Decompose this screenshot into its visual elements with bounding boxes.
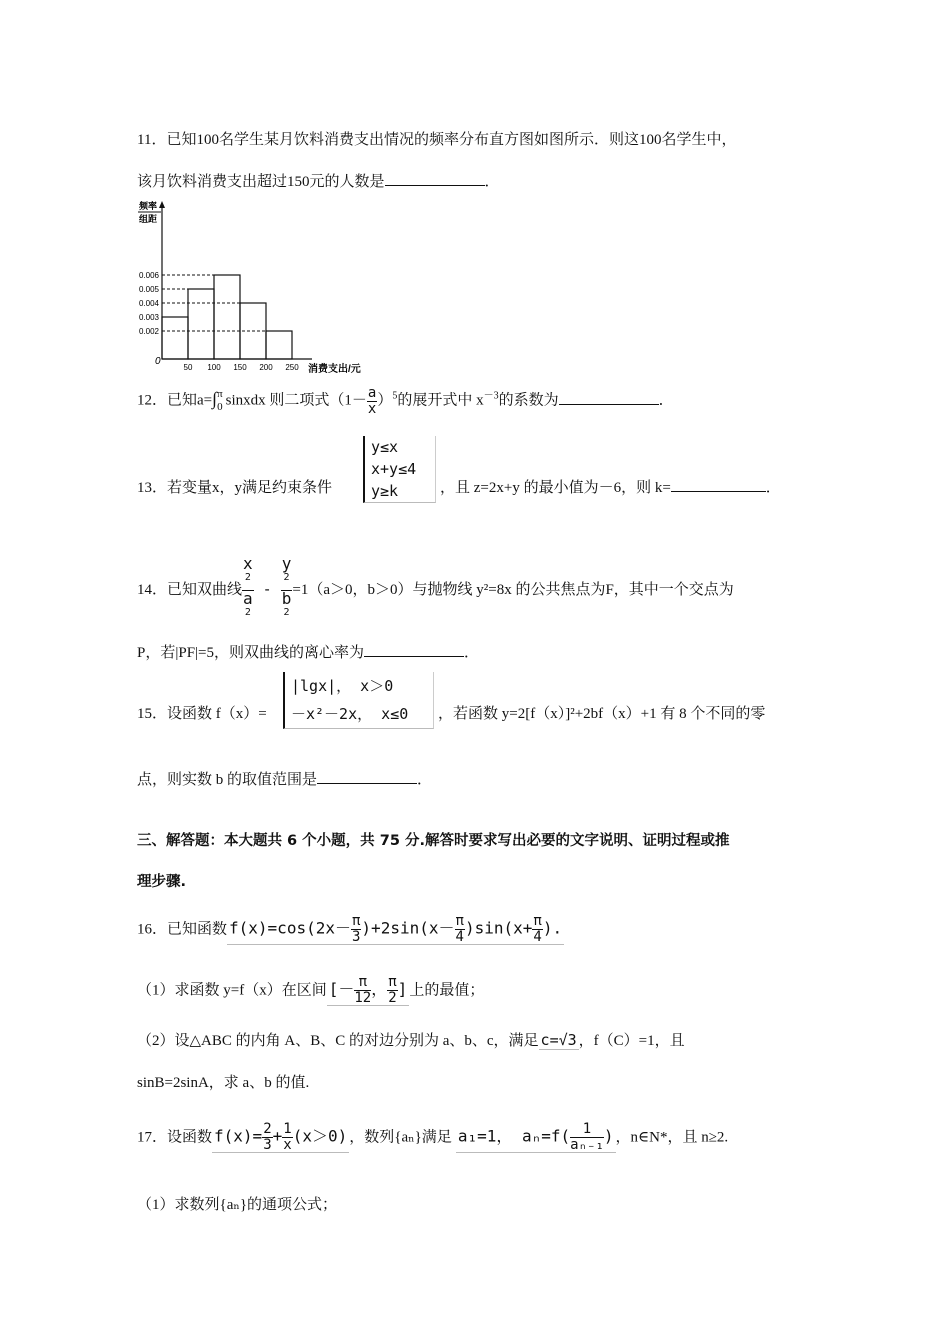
q12-suffix: ）: [377, 392, 393, 409]
q11-answer-blank[interactable]: [385, 170, 485, 186]
q14-line2-text: P，若|PF|=5，则双曲线的离心率为: [137, 645, 364, 661]
integral-upper: π: [217, 388, 223, 400]
q15-prefix: 15．设函数 f（x）=: [137, 706, 267, 722]
q17-prefix: 17．设函数: [137, 1129, 213, 1146]
y-tick-label: 0.003: [138, 313, 159, 322]
q14-rest: =1（a＞0，b＞0）与抛物线 y²=8x 的公共焦点为F，其中一个交点为: [292, 581, 734, 598]
q16-p1: [137, 975, 484, 1006]
q13-prefix: 13．若变量x，y满足约束条件: [137, 480, 333, 496]
q15-suffix-line: ，若函数 y=2[f（x）]²+2bf（x）+1 有 8 个不同的零: [438, 706, 766, 722]
q17-mid: ，数列{aₙ}满足: [349, 1129, 452, 1146]
histogram-bar: [162, 317, 188, 359]
q17-line: [137, 1122, 728, 1153]
q16-line: [137, 914, 564, 945]
q16-c-value: c=√3: [540, 1031, 577, 1049]
y-tick-label: 0.005: [138, 285, 159, 294]
y-tick-label: 0.002: [138, 327, 159, 336]
q17-tail: ，n∈N*，且 n≥2.: [615, 1129, 729, 1146]
histogram-bar: [188, 289, 214, 359]
q13-answer-blank[interactable]: [671, 476, 766, 492]
x-tick-label: 250: [285, 363, 299, 372]
q17-p1: （1）求数列{aₙ}的通项公式；: [137, 1197, 338, 1213]
y-tick-label: 0.006: [138, 271, 159, 280]
q11-line2: [137, 170, 500, 191]
q16-p1-prefix: （1）求函数 y=f（x）在区间: [137, 982, 327, 999]
y-label-bottom: 组距: [139, 214, 158, 224]
constraint-2: x+y≤4: [371, 460, 417, 478]
integral-lower: 0: [217, 401, 223, 414]
q13-suffix: ，且 z=2x+y 的最小值为－6，则 k=: [440, 480, 671, 496]
q14-end: ．: [464, 645, 480, 661]
q14-fraction-y: y $^2$ b $^2$: [281, 554, 292, 618]
q12-line: [137, 386, 674, 416]
q12-tail: 的系数为: [498, 392, 559, 409]
section3-line1: 三、解答题：本大题共 6 个小题，共 75 分.解答时要求写出必要的文字说明、证明过程或推: [137, 833, 730, 849]
q17-sequence: a₁=1， aₙ=f( $\frac{1}{\text{aₙ₋₁}}$ ): [457, 1121, 614, 1153]
q16-p1-suffix: 上的最值；: [409, 982, 485, 999]
histogram-bar: [266, 331, 292, 359]
q13-constraints: [363, 436, 436, 503]
frequency-histogram: [135, 198, 375, 378]
q16-formula: f(x)=cos(2x－ $\frac{\pi}{3}$ )+2sin(x－ $\frac{\pi}{4}$ )sin(x+ $\frac{\pi}{4}$ ).: [229, 913, 563, 945]
q12-after: 的展开式中 x: [397, 392, 484, 409]
origin-label: 0: [155, 356, 161, 367]
q15-answer-blank[interactable]: [317, 768, 417, 784]
q12-exp: 5: [392, 390, 398, 402]
piece-1: |lgx|， x＞0: [291, 677, 394, 695]
q12-end: ．: [658, 392, 674, 409]
q16-p2-text-b: ，f（C）=1，且: [578, 1033, 685, 1049]
q16-p2-text: （2）设△ABC 的内角 A、B、C 的对边分别为 a、b、c，满足: [137, 1033, 539, 1049]
q12-answer-blank[interactable]: [559, 389, 659, 405]
q11-text: 该月饮料消费支出超过150元的人数是: [137, 174, 385, 190]
x-tick-label: 50: [183, 363, 193, 372]
y-tick-label: 0.004: [138, 299, 159, 308]
q11-line1: 11．已知100名学生某月饮料消费支出情况的频率分布直方图如图所示．则这100名学生中，: [137, 132, 737, 148]
q16-p2-line1: [137, 1029, 685, 1050]
y-axis-arrow: [159, 201, 165, 208]
q14-prefix: 14．已知双曲线: [137, 581, 243, 598]
x-tick-label: 100: [207, 363, 221, 372]
q13-end: ．: [765, 480, 781, 496]
q14-line1: 14．已知双曲线 x $^2$ a $^2$ - y $^2$ b $^2$ =1（a＞0，b＞0）与抛物线 y²=8x 的公共焦点为F，其中一个交点为: [137, 556, 734, 625]
histogram-bar: [214, 275, 240, 359]
section3-line2: 理步骤.: [137, 874, 187, 890]
y-label-top: 频率: [139, 201, 158, 211]
q12-fraction: $\frac{a}{x}$: [367, 385, 377, 417]
q14-fraction-x: x $^2$ a $^2$: [243, 554, 253, 618]
q12-integrand: sinxdx 则二项式（1－: [225, 392, 367, 409]
x-label: 消费支出/元: [308, 364, 361, 375]
constraint-3: y≥k: [371, 482, 399, 500]
q16-p2-line2: sinB=2sinA，求 a、b 的值.: [137, 1075, 310, 1091]
q12-prefix: 12．已知a=: [137, 392, 213, 409]
q16-prefix: 16．已知函数: [137, 921, 228, 938]
constraint-1: y≤x: [371, 438, 399, 456]
q15-end: ．: [417, 772, 433, 788]
q16-interval: [－ $\frac{\pi}{12}$ ， $\frac{\pi}{2}$ ]: [328, 974, 408, 1006]
q15-piecewise: [283, 672, 434, 729]
q14-line2: [137, 641, 479, 662]
integral-sign: ∫: [212, 388, 218, 409]
q12-exp2: －3: [483, 390, 499, 402]
q11-end: ．: [484, 174, 500, 190]
q15-line2-text: 点，则实数 b 的取值范围是: [137, 772, 318, 788]
x-tick-label: 200: [259, 363, 273, 372]
q13-suffix-line: [440, 476, 781, 497]
x-tick-label: 150: [233, 363, 247, 372]
q17-function: f(x)= $\frac{2}{3}$ + $\frac{1}{x}$ (x＞0): [214, 1121, 348, 1153]
piece-2: －x²－2x， x≤0: [291, 705, 409, 723]
q14-answer-blank[interactable]: [364, 641, 464, 657]
q15-line2: [137, 768, 432, 789]
